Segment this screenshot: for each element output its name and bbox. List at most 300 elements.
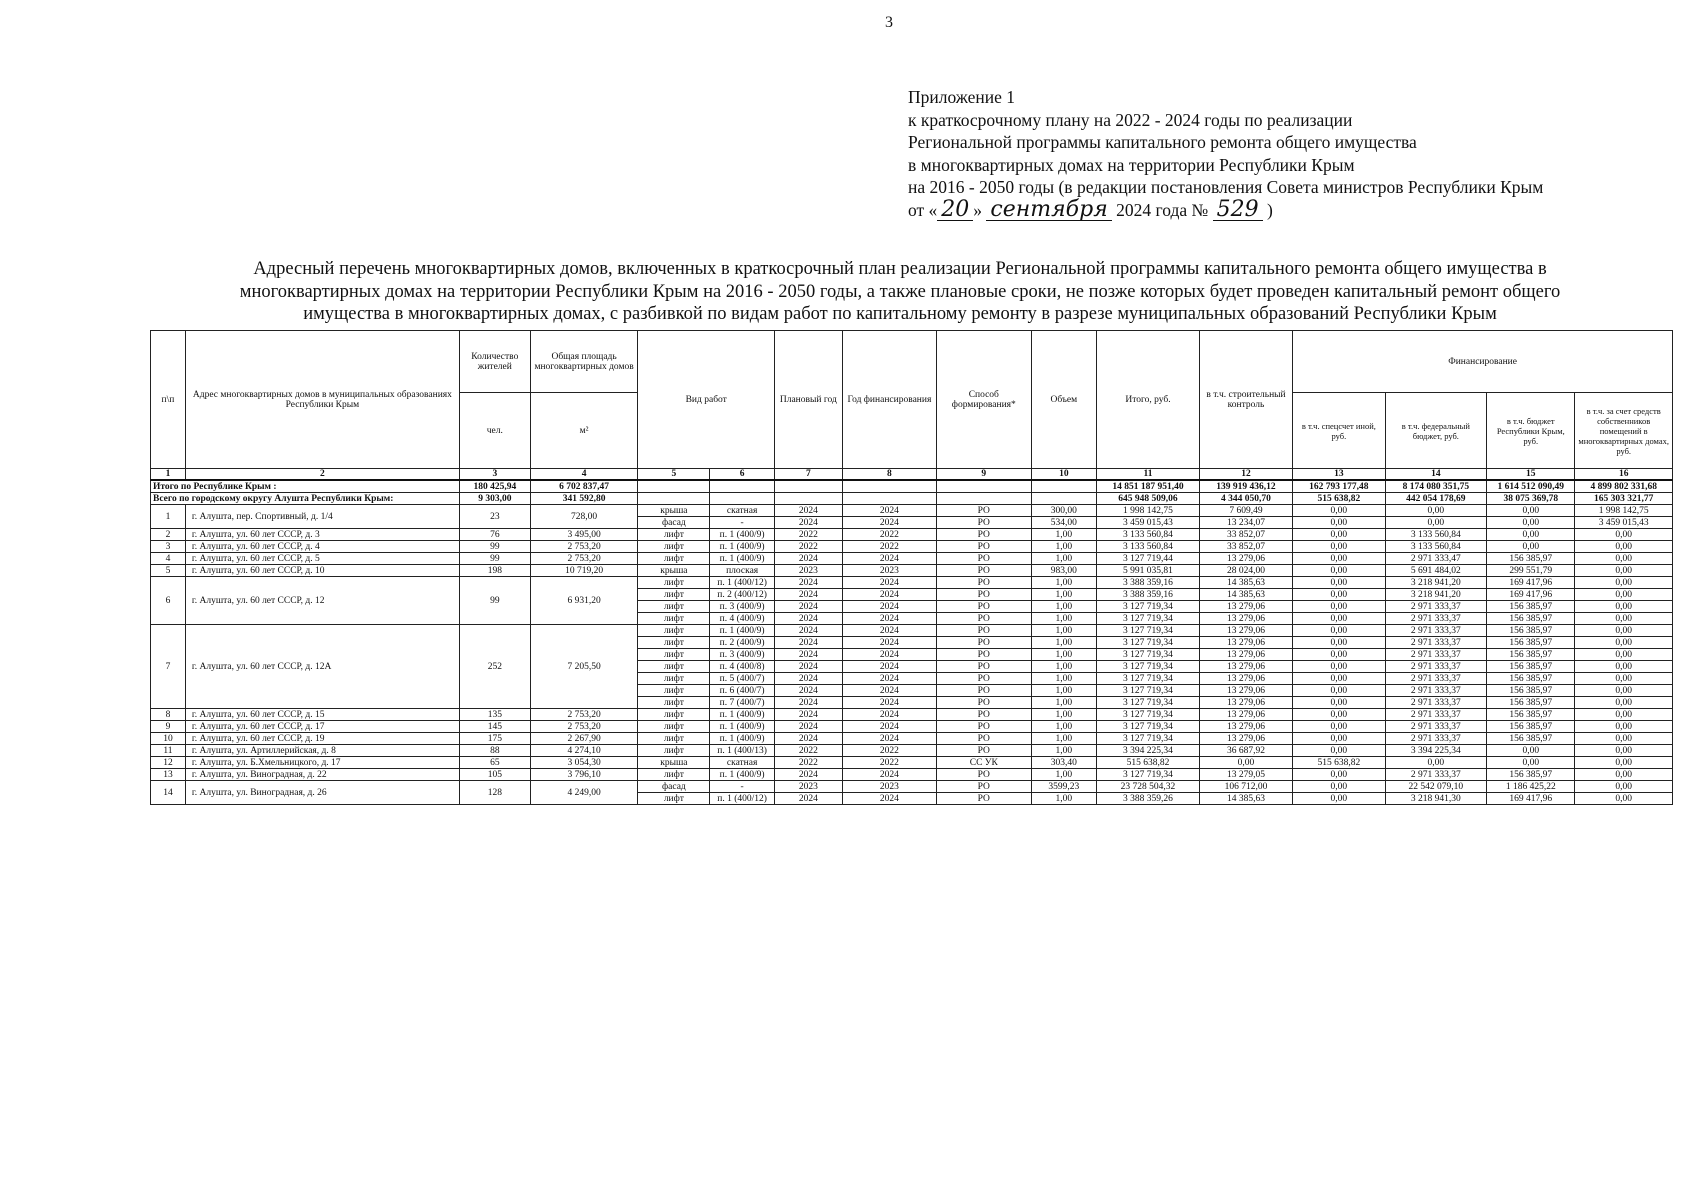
total-cost: 515 638,82 xyxy=(1097,757,1200,769)
republic-budget: 156 385,97 xyxy=(1487,649,1575,661)
work-subtype: п. 1 (400/12) xyxy=(710,793,775,805)
owners-funds: 0,00 xyxy=(1575,769,1673,781)
house-area: 3 796,10 xyxy=(530,769,638,781)
total-cost: 3 388 359,16 xyxy=(1097,589,1200,601)
total-cost: 3 388 359,26 xyxy=(1097,793,1200,805)
work-type: крыша xyxy=(638,757,710,769)
work-subtype: п. 6 (400/7) xyxy=(710,685,775,697)
work-subtype: плоская xyxy=(710,565,775,577)
table-row xyxy=(151,541,1673,553)
owners-funds: 0,00 xyxy=(1575,793,1673,805)
total-cost: 3 127 719,34 xyxy=(1097,649,1200,661)
fin-year: 2022 xyxy=(842,757,936,769)
work-subtype: скатная xyxy=(710,505,775,517)
volume: 1,00 xyxy=(1031,697,1097,709)
house-area: 4 274,10 xyxy=(530,745,638,757)
total-special: 515 638,82 xyxy=(1293,493,1385,505)
appendix-line-2: Региональной программы капитального ремонта общего имущества xyxy=(908,132,1417,152)
owners-funds: 0,00 xyxy=(1575,553,1673,565)
house-address: г. Алушта, ул. Б.Хмельницкого, д. 17 xyxy=(185,757,459,769)
volume: 1,00 xyxy=(1031,685,1097,697)
volume: 3599,23 xyxy=(1031,781,1097,793)
formation-method: РО xyxy=(937,649,1031,661)
fin-year: 2024 xyxy=(842,721,936,733)
federal-budget: 2 971 333,37 xyxy=(1385,625,1487,637)
table-row xyxy=(151,709,1673,721)
federal-budget: 2 971 333,37 xyxy=(1385,673,1487,685)
owners-funds: 1 998 142,75 xyxy=(1575,505,1673,517)
empty-cell xyxy=(710,493,775,505)
fin-year: 2024 xyxy=(842,553,936,565)
column-number: 4 xyxy=(530,469,638,481)
plan-year: 2023 xyxy=(774,781,842,793)
republic-budget: 156 385,97 xyxy=(1487,685,1575,697)
header-residents: Количество жителей xyxy=(459,331,530,393)
row-number: 4 xyxy=(151,553,186,565)
republic-budget: 156 385,97 xyxy=(1487,625,1575,637)
total-control: 4 344 050,70 xyxy=(1199,493,1292,505)
fin-year: 2024 xyxy=(842,577,936,589)
construction-control: 14 385,63 xyxy=(1199,589,1292,601)
plan-year: 2024 xyxy=(774,577,842,589)
work-type: крыша xyxy=(638,505,710,517)
owners-funds: 0,00 xyxy=(1575,661,1673,673)
plan-year: 2024 xyxy=(774,697,842,709)
formation-method: РО xyxy=(937,745,1031,757)
volume: 1,00 xyxy=(1031,553,1097,565)
republic-budget: 156 385,97 xyxy=(1487,553,1575,565)
house-address: г. Алушта, ул. Артиллерийская, д. 8 xyxy=(185,745,459,757)
appendix-line-4: на 2016 - 2050 годы (в редакции постановления Совета министров Республики Крым xyxy=(908,177,1544,197)
formation-method: РО xyxy=(937,613,1031,625)
house-area: 728,00 xyxy=(530,505,638,529)
total-cost: 3 127 719,34 xyxy=(1097,625,1200,637)
table-row xyxy=(151,781,1673,793)
house-residents: 99 xyxy=(459,553,530,565)
republic-budget: 169 417,96 xyxy=(1487,589,1575,601)
work-subtype: п. 4 (400/9) xyxy=(710,613,775,625)
republic-budget: 0,00 xyxy=(1487,505,1575,517)
work-subtype: п. 1 (400/9) xyxy=(710,529,775,541)
fin-year: 2024 xyxy=(842,793,936,805)
formation-method: РО xyxy=(937,517,1031,529)
volume: 1,00 xyxy=(1031,721,1097,733)
special-account: 0,00 xyxy=(1293,649,1385,661)
special-account: 0,00 xyxy=(1293,577,1385,589)
header-plan-year: Плановый год xyxy=(774,331,842,469)
special-account: 0,00 xyxy=(1293,517,1385,529)
federal-budget: 2 971 333,37 xyxy=(1385,613,1487,625)
fin-year: 2024 xyxy=(842,673,936,685)
formation-method: РО xyxy=(937,541,1031,553)
work-subtype: п. 1 (400/9) xyxy=(710,721,775,733)
federal-budget: 5 691 484,02 xyxy=(1385,565,1487,577)
formation-method: РО xyxy=(937,721,1031,733)
total-cost: 3 127 719,34 xyxy=(1097,769,1200,781)
house-address: г. Алушта, пер. Спортивный, д. 1/4 xyxy=(185,505,459,529)
construction-control: 13 279,06 xyxy=(1199,685,1292,697)
construction-control: 13 279,06 xyxy=(1199,637,1292,649)
appendix-title: Приложение 1 xyxy=(908,87,1016,107)
work-type: лифт xyxy=(638,697,710,709)
table-row xyxy=(151,553,1673,565)
republic-budget: 0,00 xyxy=(1487,757,1575,769)
table-row xyxy=(151,769,1673,781)
house-residents: 99 xyxy=(459,577,530,625)
federal-budget: 2 971 333,37 xyxy=(1385,733,1487,745)
work-type: лифт xyxy=(638,769,710,781)
fin-year: 2024 xyxy=(842,709,936,721)
total-total: 14 851 187 951,40 xyxy=(1097,480,1200,493)
republic-budget: 169 417,96 xyxy=(1487,577,1575,589)
construction-control: 33 852,07 xyxy=(1199,529,1292,541)
volume: 1,00 xyxy=(1031,601,1097,613)
house-residents: 198 xyxy=(459,565,530,577)
republic-budget: 169 417,96 xyxy=(1487,793,1575,805)
plan-year: 2024 xyxy=(774,625,842,637)
header-financing: Финансирование xyxy=(1293,331,1673,393)
total-cost: 3 459 015,43 xyxy=(1097,517,1200,529)
column-number: 11 xyxy=(1097,469,1200,481)
work-subtype: п. 2 (400/9) xyxy=(710,637,775,649)
fin-year: 2024 xyxy=(842,601,936,613)
total-cost: 3 127 719,34 xyxy=(1097,613,1200,625)
volume: 1,00 xyxy=(1031,625,1097,637)
house-residents: 65 xyxy=(459,757,530,769)
house-area: 2 267,90 xyxy=(530,733,638,745)
plan-year: 2024 xyxy=(774,673,842,685)
house-address: г. Алушта, ул. 60 лет СССР, д. 4 xyxy=(185,541,459,553)
total-republic: 38 075 369,78 xyxy=(1487,493,1575,505)
plan-year: 2024 xyxy=(774,613,842,625)
header-pn: п\п xyxy=(151,331,186,469)
formation-method: РО xyxy=(937,601,1031,613)
house-area: 2 753,20 xyxy=(530,553,638,565)
house-address: г. Алушта, ул. 60 лет СССР, д. 19 xyxy=(185,733,459,745)
federal-budget: 2 971 333,37 xyxy=(1385,601,1487,613)
republic-budget: 156 385,97 xyxy=(1487,613,1575,625)
work-type: лифт xyxy=(638,577,710,589)
plan-year: 2024 xyxy=(774,685,842,697)
owners-funds: 0,00 xyxy=(1575,721,1673,733)
total-row xyxy=(151,493,1673,505)
house-area: 6 931,20 xyxy=(530,577,638,625)
republic-budget: 156 385,97 xyxy=(1487,709,1575,721)
owners-funds: 0,00 xyxy=(1575,601,1673,613)
total-cost: 3 127 719,34 xyxy=(1097,661,1200,673)
house-area: 2 753,20 xyxy=(530,541,638,553)
federal-budget: 2 971 333,37 xyxy=(1385,637,1487,649)
column-number: 2 xyxy=(185,469,459,481)
formation-method: РО xyxy=(937,625,1031,637)
formation-method: РО xyxy=(937,709,1031,721)
construction-control: 106 712,00 xyxy=(1199,781,1292,793)
total-cost: 3 127 719,34 xyxy=(1097,697,1200,709)
appendix-line-3: в многоквартирных домах на территории Республики Крым xyxy=(908,154,1355,175)
house-area: 3 054,30 xyxy=(530,757,638,769)
federal-budget: 3 133 560,84 xyxy=(1385,529,1487,541)
header-republic: в т.ч. бюджет Республики Крым, руб. xyxy=(1487,393,1575,469)
row-number: 12 xyxy=(151,757,186,769)
house-residents: 99 xyxy=(459,541,530,553)
federal-budget: 3 218 941,20 xyxy=(1385,577,1487,589)
work-subtype: п. 3 (400/9) xyxy=(710,649,775,661)
republic-budget: 299 551,79 xyxy=(1487,565,1575,577)
volume: 534,00 xyxy=(1031,517,1097,529)
repair-plan-table xyxy=(150,330,1673,805)
column-number: 12 xyxy=(1199,469,1292,481)
plan-year: 2023 xyxy=(774,565,842,577)
federal-budget: 0,00 xyxy=(1385,757,1487,769)
formation-method: РО xyxy=(937,589,1031,601)
total-residents: 180 425,94 xyxy=(459,480,530,493)
work-type: лифт xyxy=(638,793,710,805)
fin-year: 2023 xyxy=(842,781,936,793)
total-cost: 1 998 142,75 xyxy=(1097,505,1200,517)
volume: 1,00 xyxy=(1031,529,1097,541)
header-unit-people: чел. xyxy=(459,393,530,469)
total-cost: 3 133 560,84 xyxy=(1097,541,1200,553)
formation-method: РО xyxy=(937,697,1031,709)
formation-method: РО xyxy=(937,637,1031,649)
table-row xyxy=(151,565,1673,577)
fin-year: 2024 xyxy=(842,517,936,529)
special-account: 0,00 xyxy=(1293,637,1385,649)
republic-budget: 156 385,97 xyxy=(1487,661,1575,673)
fin-year: 2024 xyxy=(842,589,936,601)
federal-budget: 22 542 079,10 xyxy=(1385,781,1487,793)
total-cost: 3 127 719,34 xyxy=(1097,709,1200,721)
row-number: 7 xyxy=(151,625,186,709)
owners-funds: 0,00 xyxy=(1575,685,1673,697)
total-label: Всего по городскому округу Алушта Республики Крым: xyxy=(151,493,460,505)
plan-year: 2024 xyxy=(774,661,842,673)
work-subtype: п. 4 (400/8) xyxy=(710,661,775,673)
house-area: 4 249,00 xyxy=(530,781,638,805)
table-row xyxy=(151,625,1673,637)
total-cost: 3 127 719,44 xyxy=(1097,553,1200,565)
fin-year: 2024 xyxy=(842,733,936,745)
owners-funds: 0,00 xyxy=(1575,757,1673,769)
federal-budget: 2 971 333,37 xyxy=(1385,661,1487,673)
empty-cell xyxy=(710,480,775,493)
fin-year: 2024 xyxy=(842,661,936,673)
total-cost: 3 388 359,16 xyxy=(1097,577,1200,589)
construction-control: 7 609,49 xyxy=(1199,505,1292,517)
row-number: 2 xyxy=(151,529,186,541)
house-address: г. Алушта, ул. 60 лет СССР, д. 3 xyxy=(185,529,459,541)
header-area: Общая площадь многоквартирных домов xyxy=(530,331,638,393)
table-row xyxy=(151,757,1673,769)
plan-year: 2024 xyxy=(774,709,842,721)
row-number: 5 xyxy=(151,565,186,577)
formation-method: РО xyxy=(937,793,1031,805)
federal-budget: 2 971 333,47 xyxy=(1385,553,1487,565)
work-type: лифт xyxy=(638,709,710,721)
federal-budget: 2 971 333,37 xyxy=(1385,721,1487,733)
volume: 1,00 xyxy=(1031,577,1097,589)
header-volume: Объем xyxy=(1031,331,1097,469)
total-cost: 23 728 504,32 xyxy=(1097,781,1200,793)
work-subtype: п. 1 (400/9) xyxy=(710,769,775,781)
plan-year: 2022 xyxy=(774,757,842,769)
empty-cell xyxy=(638,480,710,493)
work-subtype: п. 3 (400/9) xyxy=(710,601,775,613)
special-account: 0,00 xyxy=(1293,505,1385,517)
republic-budget: 156 385,97 xyxy=(1487,673,1575,685)
plan-year: 2022 xyxy=(774,529,842,541)
construction-control: 13 279,06 xyxy=(1199,601,1292,613)
special-account: 0,00 xyxy=(1293,541,1385,553)
total-cost: 3 127 719,34 xyxy=(1097,685,1200,697)
republic-budget: 0,00 xyxy=(1487,745,1575,757)
owners-funds: 0,00 xyxy=(1575,733,1673,745)
total-area: 6 702 837,47 xyxy=(530,480,638,493)
column-number: 5 xyxy=(638,469,710,481)
house-address: г. Алушта, ул. 60 лет СССР, д. 15 xyxy=(185,709,459,721)
fin-year: 2022 xyxy=(842,541,936,553)
house-address: г. Алушта, ул. 60 лет СССР, д. 17 xyxy=(185,721,459,733)
construction-control: 13 279,06 xyxy=(1199,649,1292,661)
volume: 1,00 xyxy=(1031,769,1097,781)
fin-year: 2024 xyxy=(842,625,936,637)
plan-year: 2022 xyxy=(774,745,842,757)
house-address: г. Алушта, ул. 60 лет СССР, д. 12А xyxy=(185,625,459,709)
total-area: 341 592,80 xyxy=(530,493,638,505)
table-row xyxy=(151,745,1673,757)
work-type: лифт xyxy=(638,553,710,565)
special-account: 0,00 xyxy=(1293,745,1385,757)
document-intro xyxy=(150,258,1650,326)
row-number: 8 xyxy=(151,709,186,721)
construction-control: 14 385,63 xyxy=(1199,577,1292,589)
owners-funds: 0,00 xyxy=(1575,781,1673,793)
header-work-type: Вид работ xyxy=(638,331,774,469)
republic-budget: 156 385,97 xyxy=(1487,697,1575,709)
appendix-block xyxy=(908,86,1543,221)
column-number: 8 xyxy=(842,469,936,481)
row-number: 14 xyxy=(151,781,186,805)
column-number: 10 xyxy=(1031,469,1097,481)
special-account: 0,00 xyxy=(1293,613,1385,625)
table-row xyxy=(151,733,1673,745)
date-suffix: ) xyxy=(1267,199,1273,220)
special-account: 0,00 xyxy=(1293,733,1385,745)
work-type: фасад xyxy=(638,781,710,793)
column-number: 9 xyxy=(937,469,1031,481)
formation-method: РО xyxy=(937,577,1031,589)
table-body xyxy=(151,469,1673,805)
special-account: 0,00 xyxy=(1293,709,1385,721)
owners-funds: 0,00 xyxy=(1575,697,1673,709)
table-row xyxy=(151,505,1673,517)
work-subtype: п. 1 (400/9) xyxy=(710,733,775,745)
special-account: 0,00 xyxy=(1293,553,1385,565)
volume: 1,00 xyxy=(1031,589,1097,601)
special-account: 0,00 xyxy=(1293,589,1385,601)
owners-funds: 0,00 xyxy=(1575,541,1673,553)
row-number: 3 xyxy=(151,541,186,553)
total-cost: 3 133 560,84 xyxy=(1097,529,1200,541)
federal-budget: 2 971 333,37 xyxy=(1385,709,1487,721)
work-type: лифт xyxy=(638,541,710,553)
fin-year: 2022 xyxy=(842,745,936,757)
house-address: г. Алушта, ул. 60 лет СССР, д. 5 xyxy=(185,553,459,565)
construction-control: 13 279,06 xyxy=(1199,709,1292,721)
work-type: фасад xyxy=(638,517,710,529)
plan-year: 2022 xyxy=(774,541,842,553)
formation-method: РО xyxy=(937,781,1031,793)
formation-method: РО xyxy=(937,673,1031,685)
column-number: 3 xyxy=(459,469,530,481)
special-account: 0,00 xyxy=(1293,769,1385,781)
appendix-line-1: к краткосрочному плану на 2022 - 2024 годы по реализации xyxy=(908,109,1353,130)
fin-year: 2022 xyxy=(842,529,936,541)
fin-year: 2024 xyxy=(842,685,936,697)
total-cost: 3 127 719,34 xyxy=(1097,721,1200,733)
special-account: 0,00 xyxy=(1293,661,1385,673)
federal-budget: 2 971 333,37 xyxy=(1385,769,1487,781)
work-type: лифт xyxy=(638,673,710,685)
special-account: 0,00 xyxy=(1293,565,1385,577)
special-account: 0,00 xyxy=(1293,529,1385,541)
work-subtype: - xyxy=(710,517,775,529)
special-account: 0,00 xyxy=(1293,685,1385,697)
owners-funds: 0,00 xyxy=(1575,565,1673,577)
work-subtype: п. 1 (400/9) xyxy=(710,541,775,553)
work-subtype: п. 5 (400/7) xyxy=(710,673,775,685)
formation-method: РО xyxy=(937,661,1031,673)
republic-budget: 156 385,97 xyxy=(1487,721,1575,733)
construction-control: 13 279,06 xyxy=(1199,673,1292,685)
table-row xyxy=(151,529,1673,541)
empty-cell xyxy=(774,493,842,505)
empty-cell xyxy=(937,480,1031,493)
formation-method: РО xyxy=(937,529,1031,541)
intro-line-2: многоквартирных домах на территории Республики Крым на 2016 - 2050 годы, а также плановые сроки, не позже которых будет проведен капитальный ремонт общего xyxy=(239,281,1561,302)
column-number-row xyxy=(151,469,1673,481)
volume: 300,00 xyxy=(1031,505,1097,517)
special-account: 0,00 xyxy=(1293,697,1385,709)
owners-funds: 0,00 xyxy=(1575,577,1673,589)
intro-line-1: Адресный перечень многоквартирных домов, включенных в краткосрочный план реализации Региональной программы капитального ремонта общего имущества в xyxy=(253,259,1547,279)
row-number: 1 xyxy=(151,505,186,529)
formation-method: РО xyxy=(937,553,1031,565)
volume: 1,00 xyxy=(1031,745,1097,757)
owners-funds: 0,00 xyxy=(1575,589,1673,601)
house-residents: 175 xyxy=(459,733,530,745)
republic-budget: 156 385,97 xyxy=(1487,601,1575,613)
construction-control: 13 279,06 xyxy=(1199,733,1292,745)
house-residents: 128 xyxy=(459,781,530,805)
header-address: Адрес многоквартирных домов в муниципальных образованиях Республики Крым xyxy=(185,331,459,469)
total-owners: 165 303 321,77 xyxy=(1575,493,1673,505)
date-year: 2024 года № xyxy=(1116,199,1209,220)
work-type: лифт xyxy=(638,625,710,637)
house-area: 3 495,00 xyxy=(530,529,638,541)
owners-funds: 3 459 015,43 xyxy=(1575,517,1673,529)
header-owners: в т.ч. за счет средств собственников помещений в многоквартирных домах, руб. xyxy=(1575,393,1673,469)
formation-method: РО xyxy=(937,733,1031,745)
total-cost: 3 127 719,34 xyxy=(1097,733,1200,745)
volume: 1,00 xyxy=(1031,661,1097,673)
construction-control: 36 687,92 xyxy=(1199,745,1292,757)
table-container xyxy=(150,330,1673,805)
fin-year: 2024 xyxy=(842,613,936,625)
handwritten-doc-number: 529 xyxy=(1213,200,1263,221)
row-number: 13 xyxy=(151,769,186,781)
construction-control: 13 234,07 xyxy=(1199,517,1292,529)
